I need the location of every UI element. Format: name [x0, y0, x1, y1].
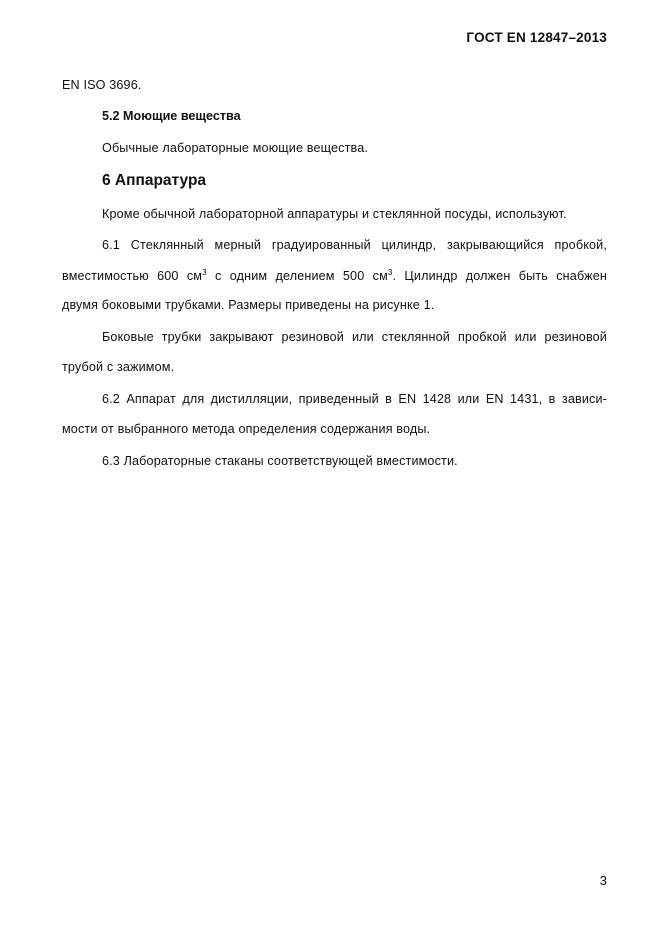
- cubic-superscript: 3: [387, 268, 393, 277]
- subsection-5-2-title: 5.2 Моющие вещества: [102, 109, 241, 123]
- item-6-1-line-2-c: . Цилиндр должен быть снабжен: [392, 269, 607, 283]
- section-6-title: 6 Аппаратура: [102, 172, 207, 189]
- item-6-3: 6.3 Лабораторные стаканы соответствующей вместимости.: [102, 454, 458, 468]
- subsection-5-2-text: Обычные лабораторные моющие вещества.: [102, 141, 369, 155]
- item-6-2-line-2: мости от выбранного метода определения содержания воды.: [62, 422, 431, 436]
- item-6-1-note-line-1: Боковые трубки закрывают резиновой или стеклянной пробкой или резиновой: [102, 330, 607, 344]
- item-6-2-line-1: 6.2 Аппарат для дистилляции, приведенный в EN 1428 или EN 1431, в зависи-: [102, 392, 607, 406]
- item-6-1-line-3: двумя боковыми трубками. Размеры приведены на рисунке 1.: [62, 298, 435, 312]
- item-6-1-line-2: [62, 261, 607, 292]
- item-6-1-line-2-b: с одним делением 500 см: [206, 269, 388, 283]
- page-number: 3: [599, 873, 607, 888]
- item-6-1-note-line-2: трубой с зажимом.: [62, 360, 175, 374]
- item-6-1-line-1: 6.1 Стеклянный мерный градуированный цилиндр, закрывающийся пробкой,: [102, 238, 607, 252]
- standard-code-header: ГОСТ EN 12847–2013: [466, 30, 607, 45]
- section-6-intro: Кроме обычной лабораторной аппаратуры и стеклянной посуды, используют.: [102, 207, 567, 221]
- continuation-text: EN ISO 3696.: [62, 78, 142, 92]
- cubic-superscript: 3: [202, 268, 207, 277]
- item-6-1-line-2-a: вместимостью 600 см: [62, 269, 203, 283]
